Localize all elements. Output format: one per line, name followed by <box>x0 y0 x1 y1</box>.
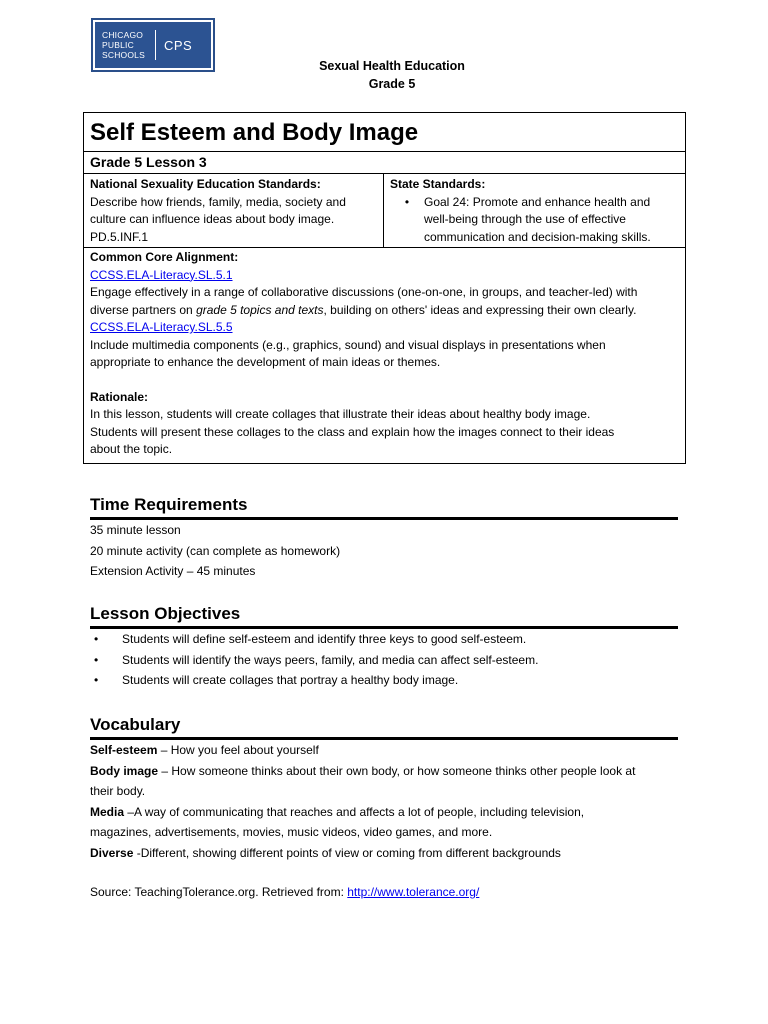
vocab-entry: Self-esteem – How you feel about yourself <box>90 743 319 757</box>
ccss-sl-5-1-text-cont: diverse partners on grade 5 topics and texts, building on others' ideas and expressing their own clearly. <box>90 302 637 317</box>
vocab-entry: Diverse -Different, showing different points of view or coming from different backgrounds <box>90 845 561 860</box>
national-standards <box>84 174 384 247</box>
state-standards-heading: State Standards: <box>390 177 486 191</box>
bullet-icon: • <box>404 194 410 209</box>
common-core-heading: Common Core Alignment: <box>90 250 239 264</box>
rationale-heading: Rationale: <box>90 389 149 404</box>
ccss-sl-5-5-link[interactable]: CCSS.ELA-Literacy.SL.5.5 <box>90 320 233 334</box>
time-requirements-heading: Time Requirements <box>90 494 678 520</box>
state-standard-item: • Goal 24: Promote and enhance health and well-being through the use of effective communication and decision-making skills. <box>390 194 679 247</box>
objective-item: • Students will create collages that portray a healthy body image. <box>90 670 678 691</box>
vocab-term: Diverse <box>90 845 134 860</box>
logo-abbr: CPS <box>164 37 193 53</box>
lesson-number: Grade 5 Lesson 3 <box>84 152 685 174</box>
time-item: 20 minute activity (can complete as homework) <box>90 543 341 558</box>
logo-divider <box>155 30 156 60</box>
rationale-line: In this lesson, students will create collages that illustrate their ideas about healthy body image. <box>90 407 591 421</box>
objective-item: • Students will define self-esteem and identify three keys to good self-esteem. <box>90 629 678 650</box>
ccss-sl-5-1-link[interactable]: CCSS.ELA-Literacy.SL.5.1 <box>90 267 233 282</box>
vocab-entry-cont: magazines, advertisements, movies, music videos, video games, and more. <box>90 825 493 839</box>
bullet-icon: • <box>94 632 99 646</box>
vocab-entry: Media –A way of communicating that reaches and affects a lot of people, including television, <box>90 804 585 819</box>
vocab-entry: Body image – How someone thinks about their own body, or how someone thinks other people look at <box>90 763 636 778</box>
common-core-cell <box>84 248 685 463</box>
standards-row <box>84 174 685 248</box>
logo-name: CHICAGO PUBLIC SCHOOLS <box>102 30 145 60</box>
national-standards-line: culture can influence ideas about body image. <box>90 212 335 226</box>
vocab-term: Self-esteem <box>90 743 158 757</box>
bullet-icon: • <box>94 673 99 687</box>
rationale-line: Students will present these collages to the class and explain how the images connect to their ideas <box>90 424 615 439</box>
objective-item: • Students will identify the ways peers, family, and media can affect self-esteem. <box>90 650 678 671</box>
ccss-sl-5-5-text-cont: appropriate to enhance the development of main ideas or themes. <box>90 355 441 369</box>
time-item: Extension Activity – 45 minutes <box>90 564 256 578</box>
ccss-sl-5-1-text: Engage effectively in a range of collaborative discussions (one-on-one, in groups, and teacher-led) with <box>90 285 638 299</box>
national-standards-heading: National Sexuality Education Standards: <box>90 177 321 191</box>
lesson-objectives-heading: Lesson Objectives <box>90 603 678 629</box>
vocab-term: Body image <box>90 763 159 778</box>
vocabulary-section <box>90 714 678 863</box>
national-standards-line: Describe how friends, family, media, society and <box>90 194 346 209</box>
ccss-sl-5-5-text: Include multimedia components (e.g., graphics, sound) and visual displays in presentations when <box>90 337 606 352</box>
state-standards <box>384 174 685 247</box>
vocabulary-heading: Vocabulary <box>90 714 678 740</box>
program-title: Sexual Health Education <box>319 59 465 73</box>
lesson-title: Self Esteem and Body Image <box>84 113 685 152</box>
time-requirements-section <box>90 494 678 582</box>
time-item: 35 minute lesson <box>90 523 181 537</box>
source-citation: Source: TeachingTolerance.org. Retrieved from: http://www.tolerance.org/ <box>90 885 480 899</box>
vocab-term: Media <box>90 804 125 819</box>
vocab-entry-cont: their body. <box>90 784 146 798</box>
lesson-table <box>83 112 686 464</box>
tolerance-link[interactable]: http://www.tolerance.org/ <box>347 885 480 899</box>
bullet-icon: • <box>94 652 99 667</box>
program-grade: Grade 5 <box>368 77 416 91</box>
rationale-line: about the topic. <box>90 442 173 456</box>
national-standards-code: PD.5.INF.1 <box>90 229 149 244</box>
objectives-list <box>90 629 678 691</box>
lesson-objectives-section <box>90 603 678 691</box>
